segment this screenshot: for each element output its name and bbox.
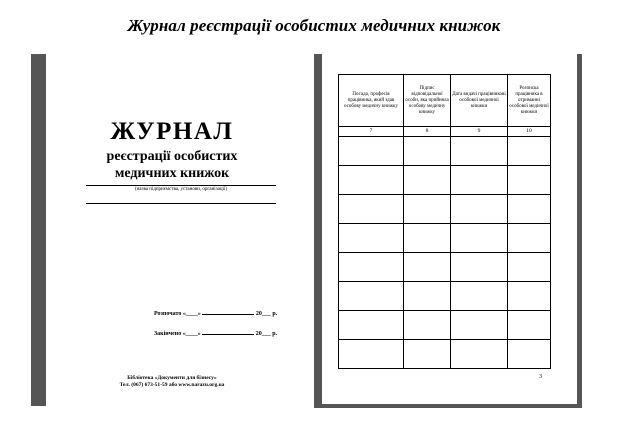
- finished-date-row: [154, 330, 277, 337]
- finished-day: «____»: [182, 331, 201, 337]
- table-cell: [508, 224, 551, 253]
- column-number: 7: [339, 127, 404, 137]
- finished-year: 20___: [255, 331, 271, 337]
- table-cell: [404, 195, 451, 224]
- column-header-position: Посада, професія працівника, який здав особову медичну книжку: [339, 75, 404, 127]
- table-cell: [508, 311, 551, 340]
- table-cell: [508, 195, 551, 224]
- table-cell: [404, 166, 451, 195]
- table-row: [339, 311, 551, 340]
- column-number: 9: [451, 127, 508, 137]
- table-cell: [451, 253, 508, 282]
- finished-year-suffix: р.: [272, 331, 278, 337]
- finished-label: Закінчено: [154, 331, 182, 337]
- journal-cover-page: [46, 54, 298, 406]
- table-cell: [339, 340, 404, 369]
- table-cell: [508, 253, 551, 282]
- table-cell: [451, 282, 508, 311]
- table-cell: [451, 224, 508, 253]
- table-cell: [339, 166, 404, 195]
- cover-subtitle-line1: реєстрації особистих: [106, 149, 238, 164]
- column-number: 8: [404, 127, 451, 137]
- organization-second-line: [86, 203, 276, 204]
- started-day: «____»: [182, 311, 201, 317]
- finished-month-line: [202, 330, 254, 335]
- table-cell: [404, 253, 451, 282]
- table-row: [339, 224, 551, 253]
- organization-name-line: [86, 185, 276, 186]
- cover-subtitle-line2: медичних книжок: [114, 166, 230, 181]
- started-month-line: [202, 310, 254, 315]
- table-cell: [451, 195, 508, 224]
- cover-footer-library: Бібліотека «Документи для бізнесу»: [127, 375, 217, 381]
- table-cell: [451, 311, 508, 340]
- started-label: Розпочато: [154, 311, 182, 317]
- table-row: [339, 137, 551, 166]
- organization-note: (назва підприємства, установи, організації): [134, 187, 228, 192]
- journal-table-page: [322, 54, 577, 404]
- table-cell: [404, 224, 451, 253]
- table-cell: [508, 137, 551, 166]
- table-cell: [339, 282, 404, 311]
- started-year: 20___: [255, 311, 271, 317]
- table-cell: [339, 253, 404, 282]
- table-row: [339, 253, 551, 282]
- table-cell: [508, 166, 551, 195]
- column-number: 10: [508, 127, 551, 137]
- table-row: [339, 166, 551, 195]
- table-cell: [339, 137, 404, 166]
- page-heading: Журнал реєстрації особистих медичних книжок: [127, 16, 501, 35]
- table-cell: [451, 137, 508, 166]
- table-cell: [451, 166, 508, 195]
- started-year-suffix: р.: [272, 311, 278, 317]
- page-number: 3: [539, 374, 542, 380]
- table-cell: [451, 340, 508, 369]
- column-header-issue-date: Дата видачі працівникові особової медичної книжки: [451, 75, 508, 127]
- table-cell: [508, 340, 551, 369]
- table-cell: [404, 137, 451, 166]
- cover-footer-contacts: Тел. (067) 673-51-59 або www.narazu.org.ua: [119, 382, 225, 388]
- table-cell: [339, 224, 404, 253]
- cover-title: ЖУРНАЛ: [110, 118, 234, 145]
- column-header-signature: Підпис відповідальної особи, яка прийняла особову медичну книжку: [404, 75, 451, 127]
- table-row: [339, 195, 551, 224]
- table-cell: [339, 195, 404, 224]
- table-cell: [404, 282, 451, 311]
- started-date-row: [154, 310, 277, 317]
- registration-table: [338, 74, 551, 369]
- table-cell: [404, 311, 451, 340]
- table-cell: [404, 340, 451, 369]
- column-header-receipt: Розписка працівника в отриманні особової медичної книжки: [508, 75, 551, 127]
- table-cell: [508, 282, 551, 311]
- table-cell: [339, 311, 404, 340]
- table-row: [339, 282, 551, 311]
- table-row: [339, 340, 551, 369]
